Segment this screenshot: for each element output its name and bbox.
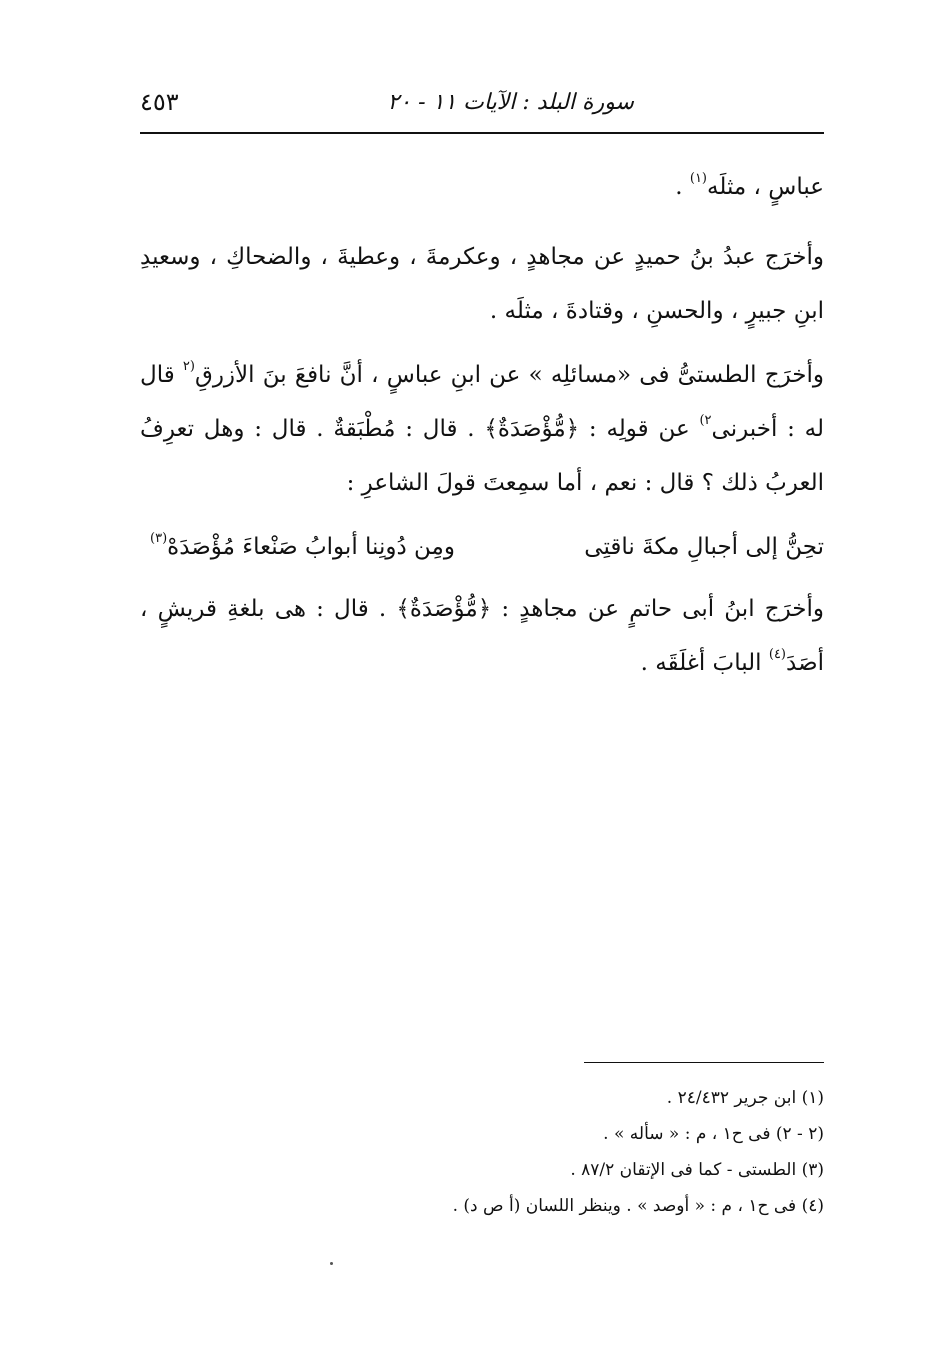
scan-speck [330, 1262, 333, 1265]
footnote: (٤) فى ح١ ، م : « أوصد » . وينظر اللسان (أ ص د) . [452, 1196, 824, 1216]
running-header [140, 84, 824, 124]
footnote-ref: (٣) [150, 531, 168, 546]
poetry-verse [140, 520, 824, 574]
verse-first-hemistich: تحِنُّ إلى أجبالِ مكةَ ناقتِى [584, 534, 824, 560]
paragraph-ibn-humayd: وأخرَج عبدُ بنُ حميدٍ عن مجاهدٍ ، وعكرمةَ ، وعطيةَ ، والضحاكِ ، وسعيدِ ابنِ جبيرٍ ، والحسنِ ، وقتادةَ ، مثلَه . [140, 244, 824, 324]
paragraph-text: البابَ أغلَقَه . [640, 650, 769, 676]
footnote: (٣) الطستى - كما فى الإتقان ٨٧/٢ . [570, 1160, 824, 1180]
paragraph-text: وأخرَج ابنُ أبى حاتمٍ عن مجاهدٍ : ﴿مُّؤْصَدَةٌ﴾ . قال : هى بلغةِ قريشٍ ، أصَدَ [140, 596, 824, 676]
paragraph-text: عباسٍ ، مثلَه [707, 174, 824, 200]
header-rule [140, 132, 824, 134]
paragraph-ibn-abi-hatim [140, 582, 824, 690]
paragraph-text: عن قولِه : ﴿مُّؤْصَدَةٌ﴾ . قال : مُطْبَقةٌ . قال : وهل تعرِفُ العربُ ذلك ؟ قال : نعم ، أما سمِعتَ قولَ الشاعرِ : [140, 416, 824, 496]
footnote-ref: ٢) [699, 413, 712, 428]
footnote: (١) ابن جرير ٢٤/٤٣٢ . [666, 1088, 824, 1108]
footnote-rule [584, 1062, 824, 1063]
footnote-ref: (٤) [768, 647, 786, 662]
footnote-ref: (١) [689, 171, 707, 186]
footnotes [140, 1080, 824, 1224]
running-title: سورة البلد : الآيات ١١ - ٢٠ [387, 90, 634, 115]
verse-second-hemistich [150, 520, 455, 574]
verse-text: ومِن دُونِنا أبوابُ صَنْعاءَ مُؤْصَدَهْ [167, 534, 455, 560]
main-text [140, 160, 824, 700]
paragraph-text-end: . [675, 174, 690, 200]
paragraph-text: قال له : أخبرنى [140, 362, 824, 442]
page-number: ٤٥٣ [140, 88, 179, 116]
footnote-ref: (٢ [182, 359, 195, 374]
paragraph-text: وأخرَج الطستىُّ فى «مسائلِه » عن ابنِ عباسٍ ، أنَّ نافعَ بنَ الأزرقِ [194, 362, 824, 388]
footnote: (٢ - ٢) فى ح١ ، م : « سأله » . [603, 1124, 824, 1144]
paragraph-tasti [140, 348, 824, 510]
paragraph-continuation [140, 160, 824, 214]
